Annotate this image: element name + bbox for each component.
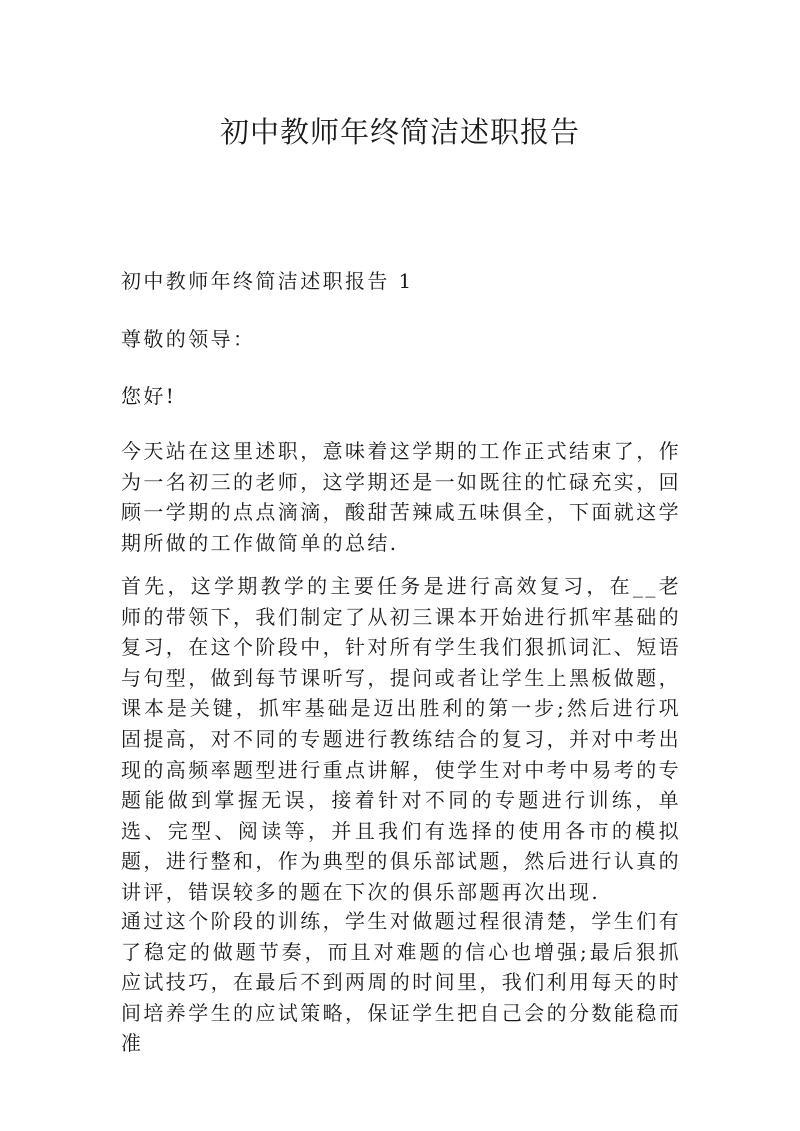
- report-subtitle: 初中教师年终简洁述职报告 1: [121, 269, 414, 293]
- document-title: 初中教师年终简洁述职报告: [219, 115, 580, 149]
- greeting: 您好!: [121, 384, 177, 408]
- paragraph-exam-skills: 通过这个阶段的训练，学生对做题过程很清楚，学生们有了稳定的做题节奏，而且对难题的信心也增强;最后狠抓应试技巧，在最后不到两周的时间里，我们利用每天的时间培养学生的应试策略，保证学生把自己会的分数能稳而准: [121, 909, 681, 1056]
- paragraph-intro: 今天站在这里述职，意味着这学期的工作正式结束了，作为一名初三的老师，这学期还是一如既往的忙碌充实，回顾一学期的点点滴滴，酸甜苦辣咸五味俱全，下面就这学期所做的工作做简单的总结.: [121, 439, 681, 555]
- paragraph-review-plan: 首先，这学期教学的主要任务是进行高效复习，在__老师的带领下，我们制定了从初三课本开始进行抓牢基础的复习，在这个阶段中，针对所有学生我们狠抓词汇、短语与句型，做到每节课听写，提问或者让学生上黑板做题，课本是关键，抓牢基础是迈出胜利的第一步;然后进行巩固提高，对不同的专题进行教练结合的复习，并对中考出现的高频率题型进行重点讲解，使学生对中考中易考的专题能做到掌握无误，接着针对不同的专题进行训练，单选、完型、阅读等，并且我们有选择的使用各市的模拟题，进行整和，作为典型的俱乐部试题，然后进行认真的讲评，错误较多的题在下次的俱乐部题再次出现.: [121, 574, 681, 904]
- salutation: 尊敬的领导：: [121, 327, 256, 351]
